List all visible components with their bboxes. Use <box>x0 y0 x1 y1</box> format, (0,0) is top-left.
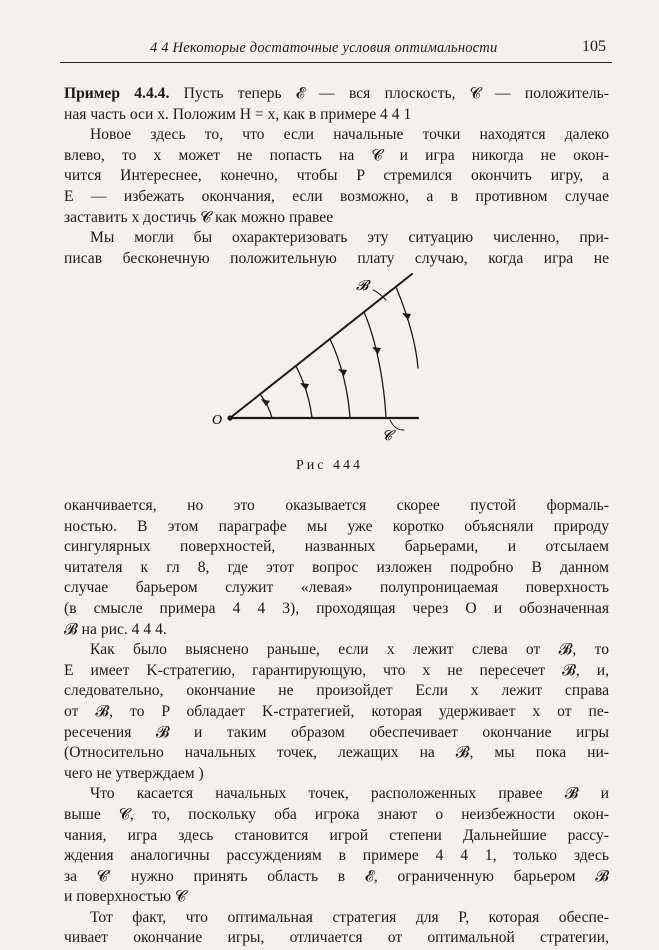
text-line: чего не утверждаем ) <box>64 764 204 782</box>
text-line: от 𝓑, то P обладает K-стратегией, которая удерживает x от пе- <box>64 702 609 720</box>
text-line: читателя к гл 8, где этот вопрос изложен подробно В данном <box>64 558 609 576</box>
text-line: и поверхностью 𝓒 <box>64 888 187 906</box>
text-line: Новое здесь то, что если начальные точки находятся далеко <box>90 126 609 144</box>
label-c: 𝓒 <box>382 429 392 444</box>
text-block-bottom <box>64 496 609 949</box>
example-label: Пример 4.4.4. <box>64 85 170 102</box>
label-o: O <box>212 413 223 428</box>
text-line: оканчивается, но это оказывается скорее пустой формаль- <box>64 497 609 514</box>
text-line: E имеет K-стратегию, гарантирующую, что x не пересечет 𝓑, и, <box>64 661 609 679</box>
text-line: Пример 4.4.4. Пусть теперь 𝓔 — вся плоскость, 𝓒 — положитель- <box>64 85 609 102</box>
text-line: за 𝓒′ нужно принять область в 𝓔, ограниченную барьером 𝓑 <box>64 867 609 885</box>
text-line: ресечения 𝓑 и таким образом обеспечивает окончание игры <box>64 723 609 741</box>
text-line: ностью. В этом параграфе мы уже коротко объясняли природу <box>64 517 609 535</box>
text-line: заставить x достичь 𝓒 как можно правее <box>64 208 334 226</box>
origin-point <box>227 415 232 420</box>
page-number: 105 <box>582 38 606 55</box>
trajectory <box>330 339 350 418</box>
running-header <box>60 38 612 60</box>
figure-444 <box>200 268 430 448</box>
text-line: E — избежать окончания, если возможно, а в противном случае <box>64 187 609 205</box>
text-line: влево, то x может не попасть на 𝓒 и игра никогда не окон- <box>64 146 609 164</box>
trajectory <box>296 366 312 418</box>
text-line: Тот факт, что оптимальная стратегия для P, которая обеспе- <box>90 908 609 926</box>
label-b: 𝓑 <box>356 279 369 294</box>
text-line: сингулярных поверхностей, названных барьерами, и отсылаем <box>64 538 609 556</box>
text-line: чания, игра здесь становится игрой степени Дальнейшие рассу- <box>64 826 609 844</box>
text-line: случае барьером служит «левая» полупроницаемая поверхность <box>64 579 609 597</box>
running-title: 4 4 Некоторые достаточные условия оптимальности <box>150 40 498 56</box>
trajectory-arrow <box>402 313 411 320</box>
text-block-top <box>64 84 609 269</box>
text-line: выше 𝓒, то, поскольку оба игрока знают о неизбежности окон- <box>64 805 609 823</box>
trajectory-arrow <box>261 399 270 406</box>
text-line: Как было выяснено раньше, если x лежит слева от 𝓑, то <box>90 641 609 659</box>
header-rule <box>60 62 612 63</box>
text-line: чится Интереснее, конечно, чтобы P стремился окончить игру, а <box>64 167 609 185</box>
text-line: Что касается начальных точек, расположенных правее 𝓑 и <box>90 785 609 803</box>
label-leader-c <box>390 420 404 430</box>
text-line: 𝓑 на рис. 4 4 4. <box>64 620 167 638</box>
text-line: Мы могли бы охарактеризовать эту ситуацию численно, при- <box>90 229 609 247</box>
trajectory-arrow <box>300 383 309 390</box>
text-line: следовательно, окончание не произойдет Если x лежит справа <box>64 682 609 700</box>
text-line: ждения аналогичны рассуждениям в примере 4 4 1, только здесь <box>64 847 609 865</box>
text-line: чивает окончание игры, отличается от оптимальной стратегии, <box>64 929 609 947</box>
text-line: писав бесконечную положительную плату случаю, когда игра не <box>64 249 609 267</box>
trajectory <box>396 287 418 368</box>
trajectory <box>364 312 386 418</box>
text-line: (Относительно начальных точек, лежащих на 𝓑, мы пока ни- <box>64 744 609 762</box>
figure-caption: Рис 444 <box>296 458 363 473</box>
text-line: (в смысле примера 4 4 3), проходящая через O и обозначенная <box>64 599 609 617</box>
text-line: ная часть оси x. Положим H = x, как в примере 4 4 1 <box>64 105 412 123</box>
